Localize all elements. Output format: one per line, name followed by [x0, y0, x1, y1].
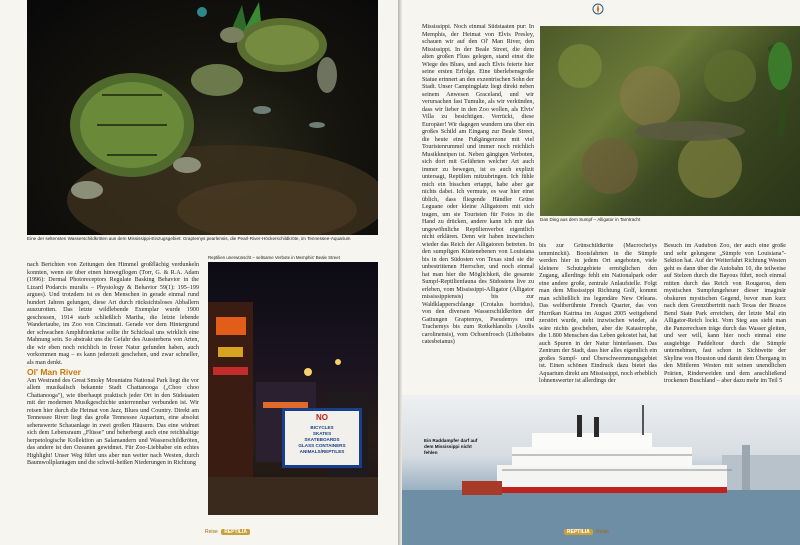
right-col2-paragraph: bis zur Grünschildkröte (Macrochelys temminckii). Bootsfahrten in die Sümpfe werden hier in jedem Ort angeboten, viele kleinere Schutzgebiete ermöglichen den Zugang, allerdings fehlt ein Nationalpark oder eine andere große, zentrale Anlaufstelle. Folgt man dem Mississippi Richtung Golf, kommt man schließlich ins legendäre New Orleans. Das weltberühmte French Quarter, das von Hurrikan Katrina im August 2005 weitgehend zerstört wurde, steht inzwischen wieder, als wäre nichts geschehen, aber die Katastrophe, die 1.800 Menschen das Leben gekostet hat, hat auch Spuren in der Natur hinterlassen. Das Zentrum der Stadt, dass hier alles eigentlich ein großes Sumpf- und Überschwemmungsgebiet ist. Einen schönen Eindruck dazu bietet das Aquarium direkt am Mississippi, noch erheblich lohnenswerter ist allerdings der [539, 243, 657, 384]
beale-street-photo [208, 262, 378, 515]
sign-line-skateboards: SKATEBOARDS [304, 437, 340, 442]
sign-caption: Reptilien unerwünscht – seltsame Verbote in Memphis' Beale Street [208, 255, 340, 260]
steamboat-illustration [402, 395, 800, 545]
alligator-caption: Das Ding aus dem Sumpf – Alligator in Tarntracht [540, 217, 641, 222]
no-reptiles-sign [282, 408, 362, 468]
right-folio-section: Reise [596, 529, 609, 535]
section-heading: Ol' Man River [27, 367, 81, 377]
right-folio [562, 529, 609, 535]
right-folio-magazine: REPTILIA [564, 529, 593, 535]
left-text-column [27, 262, 199, 530]
right-text-column-2 [539, 243, 657, 415]
sign-line-skates: SKATES [312, 431, 332, 436]
right-col1-paragraph: Mississippi. Noch einmal Südstaaten pur: In Memphis, der Heimat von Elvis Presley, schauen wir auf den Ol' Man River, den Mississippi. In der Beale Street, die dem alten großen Fluss gelegen, stand einst die Wiege des Blues, und auch Elvis feierte hier seine ersten Erfolge. Eine überlebensgroße Statue erinnert an den exzentrischen Sohn der Stadt. Unser Campingplatz liegt direkt neben seinem Anwesen Graceland, und wir verursachen fast Tumulte, als wir verkünden, dass wir lieber in den Zoo wollen, als Elvis' Villa zu besichtigen. Verrückt, diese Europäer! Wir dagegen wundern uns über ein großes Schild am Eingang zur Beale Street, die heute eine Fußgängerzone mit viel Touristenrummel und immer noch reichlich Musikkneipen ist. Neben gängigen Verboten, sich dort mit Gefährten welcher Art auch immer zu bewegen, ist es auch explizit untersagt, Reptilien mitzubringen. Ich fühle mich ein bisschen ertappt, habe aber gar nichts dabei. Ich vermute, es war hier einst üblich, dass fliegende Händler Grüne Leguane oder kleine Alligatoren mit sich tragen, um sie Touristen für Fotos in die Hand zu drücken, andere kann ich mir das ungewöhnliche Reptilienverbot eigentlich nicht erklären. Denn wir haben inzwischen wieder das Reich der Alligatoren betreten. In den sumpfigen Küstenebenen von Louisiana bis in den Südosten von Texas sind sie die unbestrittenen Herrscher, und noch einmal hat man hier die Möglichkeit, die gesamte Sumpf-Reptilienfauna des Südostens live zu erleben, vom Mississippi-Alligator (Alligator mississippiensis) bis zur Waldklapperschlange (Crotalus horridus), von den diversen Wasserschildkröten der Gattungen Graptemys, Pseudemys und Trachemys bis zum Rotkehlanolis (Anolis carolinensis), vom Ochsenfrosch (Lithobates catesbeianus) [422, 24, 534, 345]
turtle-photo [27, 0, 378, 235]
alligator-photo [540, 26, 800, 216]
intro-paragraph: nach Berichten von Zeitungen den Himmel großflächig verdunkeln konnten, wenn sie über einen hinwegflogen (Torr, G. & R.A. Adam (1996): Dermal Photoreceptors Regulate Basking Behavior in the Lizard Podarcis muralis – Physiology & Behavior 59(1): 195–199 argues). Und trotzdem ist es den Menschen in gerade einmal rund hundert Jahren gelungen, diese Art durch rücksichtsloses Abballern auszurotten. Das letzte wildlebende Exemplar wurde 1900 geschossen, 1914 starb schließlich Martha, die letzte lebende Wandertaube, im Zoo von Cincinnati. Gerade vor dem Hintergrund der schwachen Amphibienkrise sollte ihr Schicksal uns wirklich eine Mahnung sein. So abstrakt uns die Gefahr des Aussterbens von Arten, die wir eben noch reichlich in freier Natur gefunden haben, auch vorkommen mag – es kann jederzeit geschehen, und zwar schneller, als man denkt. [27, 262, 199, 366]
turtle-caption: Eine der seltensten Wasserschildkröten aus dem Mississippi-Einzugsgebiet: Graptemys pearlensis, die Pearl-River-Höckerschildkröte, im Tennessee-Aquarium [27, 236, 351, 241]
right-text-column-1 [422, 24, 534, 409]
sign-line-no: NO [316, 413, 328, 422]
left-page [0, 0, 398, 545]
compass-icon [592, 2, 604, 14]
body-paragraph: Am Westrand des Great Smoky Mountains National Park liegt die vor allem musikalisch bekannte Stadt Chattanooga („Choo choo Chattanooga"), wie überhaupt praktisch jeder Ort in den Südstaaten mit der modernen Musikgeschichte unterrennbar verbunden ist. Wir reisen hier durch die Heimat von Jazz, Blues und Country. Direkt am Tennessee River liegt das große Tennessee Aquarium, eine absolut sehenswerte Schauanlage in zwei großen Häusern. Das eine widmet sich dem Lebensraum „Flüsse" und beherbergt auch eine reichhaltige herpetologische Kollektion an Salamandern und Wasserschildkröten, das andere ist den Ozeanen gewidmet. Für Zoo-Liebhaber ein echtes Highlight! Unser Weg führt uns aber nun weiter nach Westen, durch Baumwollplantagen und die schwül-heißen Niederungen in Richtung [27, 377, 199, 466]
right-col3-paragraph: Besuch im Audubon Zoo, der auch eine große und sehr gelungene „Sümpfe von Louisiana"-Sektion hat. Auf der Weiterfahrt Richtung Westen geht es dann über die Autobahn 10, die teilweise auf Stelzen durch die Bayous führt, noch einmal mitten durch das Reich von Rougarou, dem mystischen Sumpfungeheuer dieser imaginär obskuren mystischen Gegend, bevor man kurz nach dem Grenzübertritt nach Texas der Brazos Bend State Park erreichen, der letzte Mal ein Alligator-Reich lockt. Vom Steg aus sieht man die Panzerechsen träge durch das Wasser gleiten, und wer will, kann hier noch einmal eine ausgiebige Paddeltour durch die Sümpfe unternehmen, fast schon in Sichtweite der Skyline von Houston und damit dem Übergang in den Mittleren Westen mit seinen unendlichen Prärien, Rinderweiden und dem anschließend trockenen Buschland – aber dazu mehr im Teil 5 [664, 243, 786, 384]
left-folio [205, 529, 252, 535]
riverboat-caption: Ein Raddampfer darf auf dem Mississippi nicht fehlen [424, 438, 478, 455]
sign-line-glass: GLASS CONTAINERS [298, 443, 346, 448]
sign-line-animals: ANIMALS/REPTILES [299, 449, 345, 454]
riverboat-photo [402, 395, 800, 545]
left-folio-magazine: REPTILIA [221, 529, 250, 535]
swamp-leaves-illustration [540, 26, 800, 216]
left-folio-section: Reise [205, 529, 218, 535]
sign-line-bicycles: BICYCLES [310, 425, 334, 430]
turtle-illustration [27, 0, 378, 235]
right-page [402, 0, 800, 545]
street-night-illustration [208, 262, 378, 515]
